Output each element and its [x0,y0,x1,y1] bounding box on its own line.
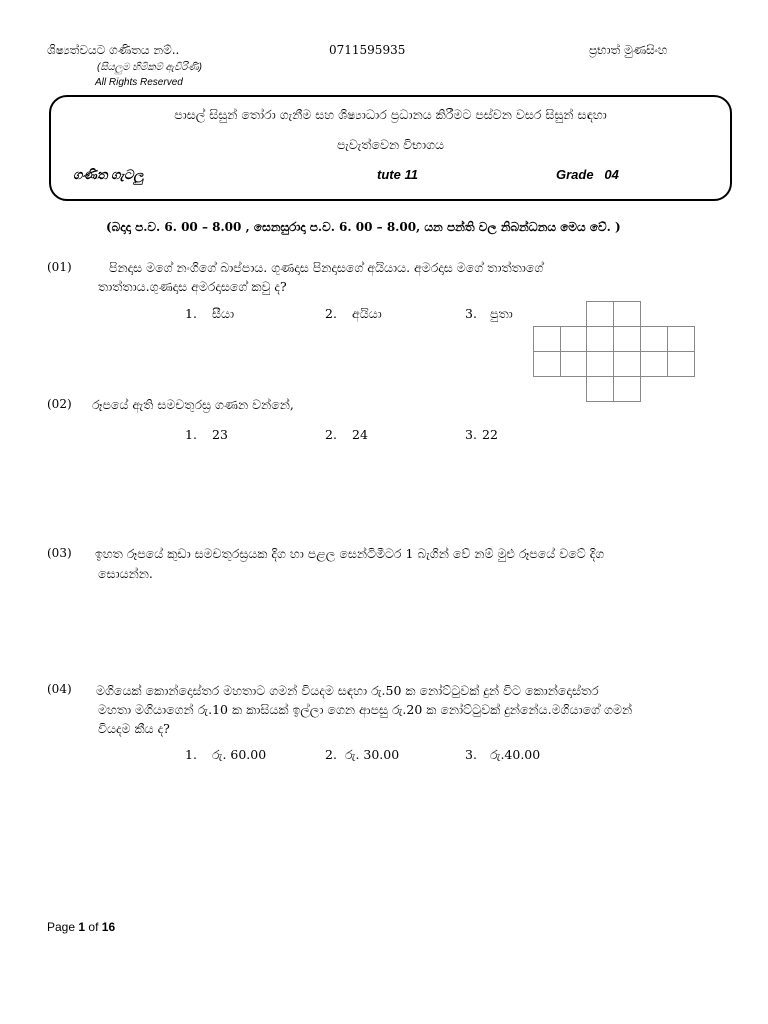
q1-option-2-text: අයියා [352,306,382,321]
q4-option-1-num: 1. [185,747,197,762]
question-4-line-2: මහතා මගියාගෙන් රු.10 ක කාසියක් ඉල්ලා ගෙන ආපසු රු.20 ක නෝට්ටුවක් දුන්නේය.මගියාගේ ගමන් [98,702,633,717]
header-title: ශිෂ්‍යත්වයට ගණිතය නම්.. [47,43,180,57]
footer-page-number: 1 [78,920,86,934]
q2-option-2-num: 2. [325,427,337,442]
q1-option-1-text: සීයා [212,306,235,321]
q2-option-1-text: 23 [212,427,228,442]
q1-option-3-num: 3. [465,306,477,321]
figure-square [587,327,614,352]
squares-figure [533,301,695,403]
box-line-1: පාසල් සිසුන් තෝරා ගැනීම සහ ශිෂ්‍යාධාර ප්‍රධානය කිරීමට පස්වන වසර සිසුන් සඳහා [174,107,607,122]
question-1-line-1: පිනදාස මගේ නංගිගේ බාප්පාය. ගුණදාස පිනදාසගේ අයියාය. අමරදාස මගේ තාත්තාගේ [109,260,544,275]
q2-option-3-text: 22 [482,427,498,442]
figure-square [641,327,668,352]
figure-square [534,327,561,352]
figure-square [614,327,641,352]
question-3-number: (03) [47,546,72,560]
page-footer [47,920,115,934]
box-grade: Grade 04 [556,167,619,182]
question-1-line-2: තාත්තාය.ගුණදාස අමරදාසගේ කවු ද? [98,279,287,294]
figure-square [668,352,695,377]
q2-option-3-num: 3. [465,427,477,442]
box-tute: tute 11 [377,167,418,182]
figure-square [614,352,641,377]
q1-option-1-num: 1. [185,306,197,321]
q4-option-1-text: රු. 60.00 [212,747,267,762]
figure-square [587,377,614,402]
figure-square [561,327,587,352]
question-3-line-1: ඉහත රූපයේ කුඩා සමචතුරස්‍රයක දිග හා පළල සෙන්ටිමීටර 1 බැගින් වේ නම් මුළු රූපයේ වටේ දිග [95,546,605,561]
q4-option-2-text: රු. 30.00 [345,747,400,762]
question-1-number: (01) [47,260,72,274]
box-subject: ගණිත ගැටලු [73,167,144,182]
header-phone: 0711595935 [329,43,406,57]
question-4-number: (04) [47,682,72,696]
question-2-line-1: රූපයේ ඇති සමචතුරස්‍ර ගණන වන්නේ, [92,397,294,412]
figure-square [587,302,614,327]
question-4-line-1: මගියෙක් කොන්දොස්තර මහතාට ගමන් වියදම සඳහා රු.50 ක නෝට්ටුවක් දුන් විට කොන්දොස්තර [96,683,599,698]
figure-square [641,352,668,377]
q2-option-1-num: 1. [185,427,197,442]
q4-option-2-num: 2. [325,747,337,762]
title-box [49,95,732,201]
q2-option-2-text: 24 [352,427,368,442]
question-2-number: (02) [47,397,72,411]
footer-page-total: 16 [101,920,116,934]
header-rights-si: (සියලුම හිමිකම් ඇවිරිණි) [97,62,202,73]
question-3-line-2: සොයන්න. [98,566,153,581]
figure-square [587,352,614,377]
figure-square [614,302,641,327]
figure-square [668,327,695,352]
figure-square [614,377,641,402]
box-line-2: පැවැත්වෙන විභාගය [336,137,445,152]
schedule-note: (බදාදා ප.ව. 6. 00 – 8.00 , සෙනසුරාදා ප.ව. 6. 00 – 8.00, යන පන්ති වල නිබන්ධනය මෙය වේ. ) [106,220,621,234]
header-rights-en: All Rights Reserved [95,77,183,88]
footer-of-label: of [88,920,99,934]
figure-square [534,352,561,377]
header-author: ප්‍රභාත් මුණසිංහ [589,43,668,57]
q4-option-3-text: රු.40.00 [490,747,541,762]
figure-square [561,352,587,377]
q4-option-3-num: 3. [465,747,477,762]
question-4-line-3: වියදම කීය ද? [98,721,170,736]
q1-option-3-text: පුතා [490,306,513,321]
footer-page-label: Page [47,920,76,934]
q1-option-2-num: 2. [325,306,337,321]
